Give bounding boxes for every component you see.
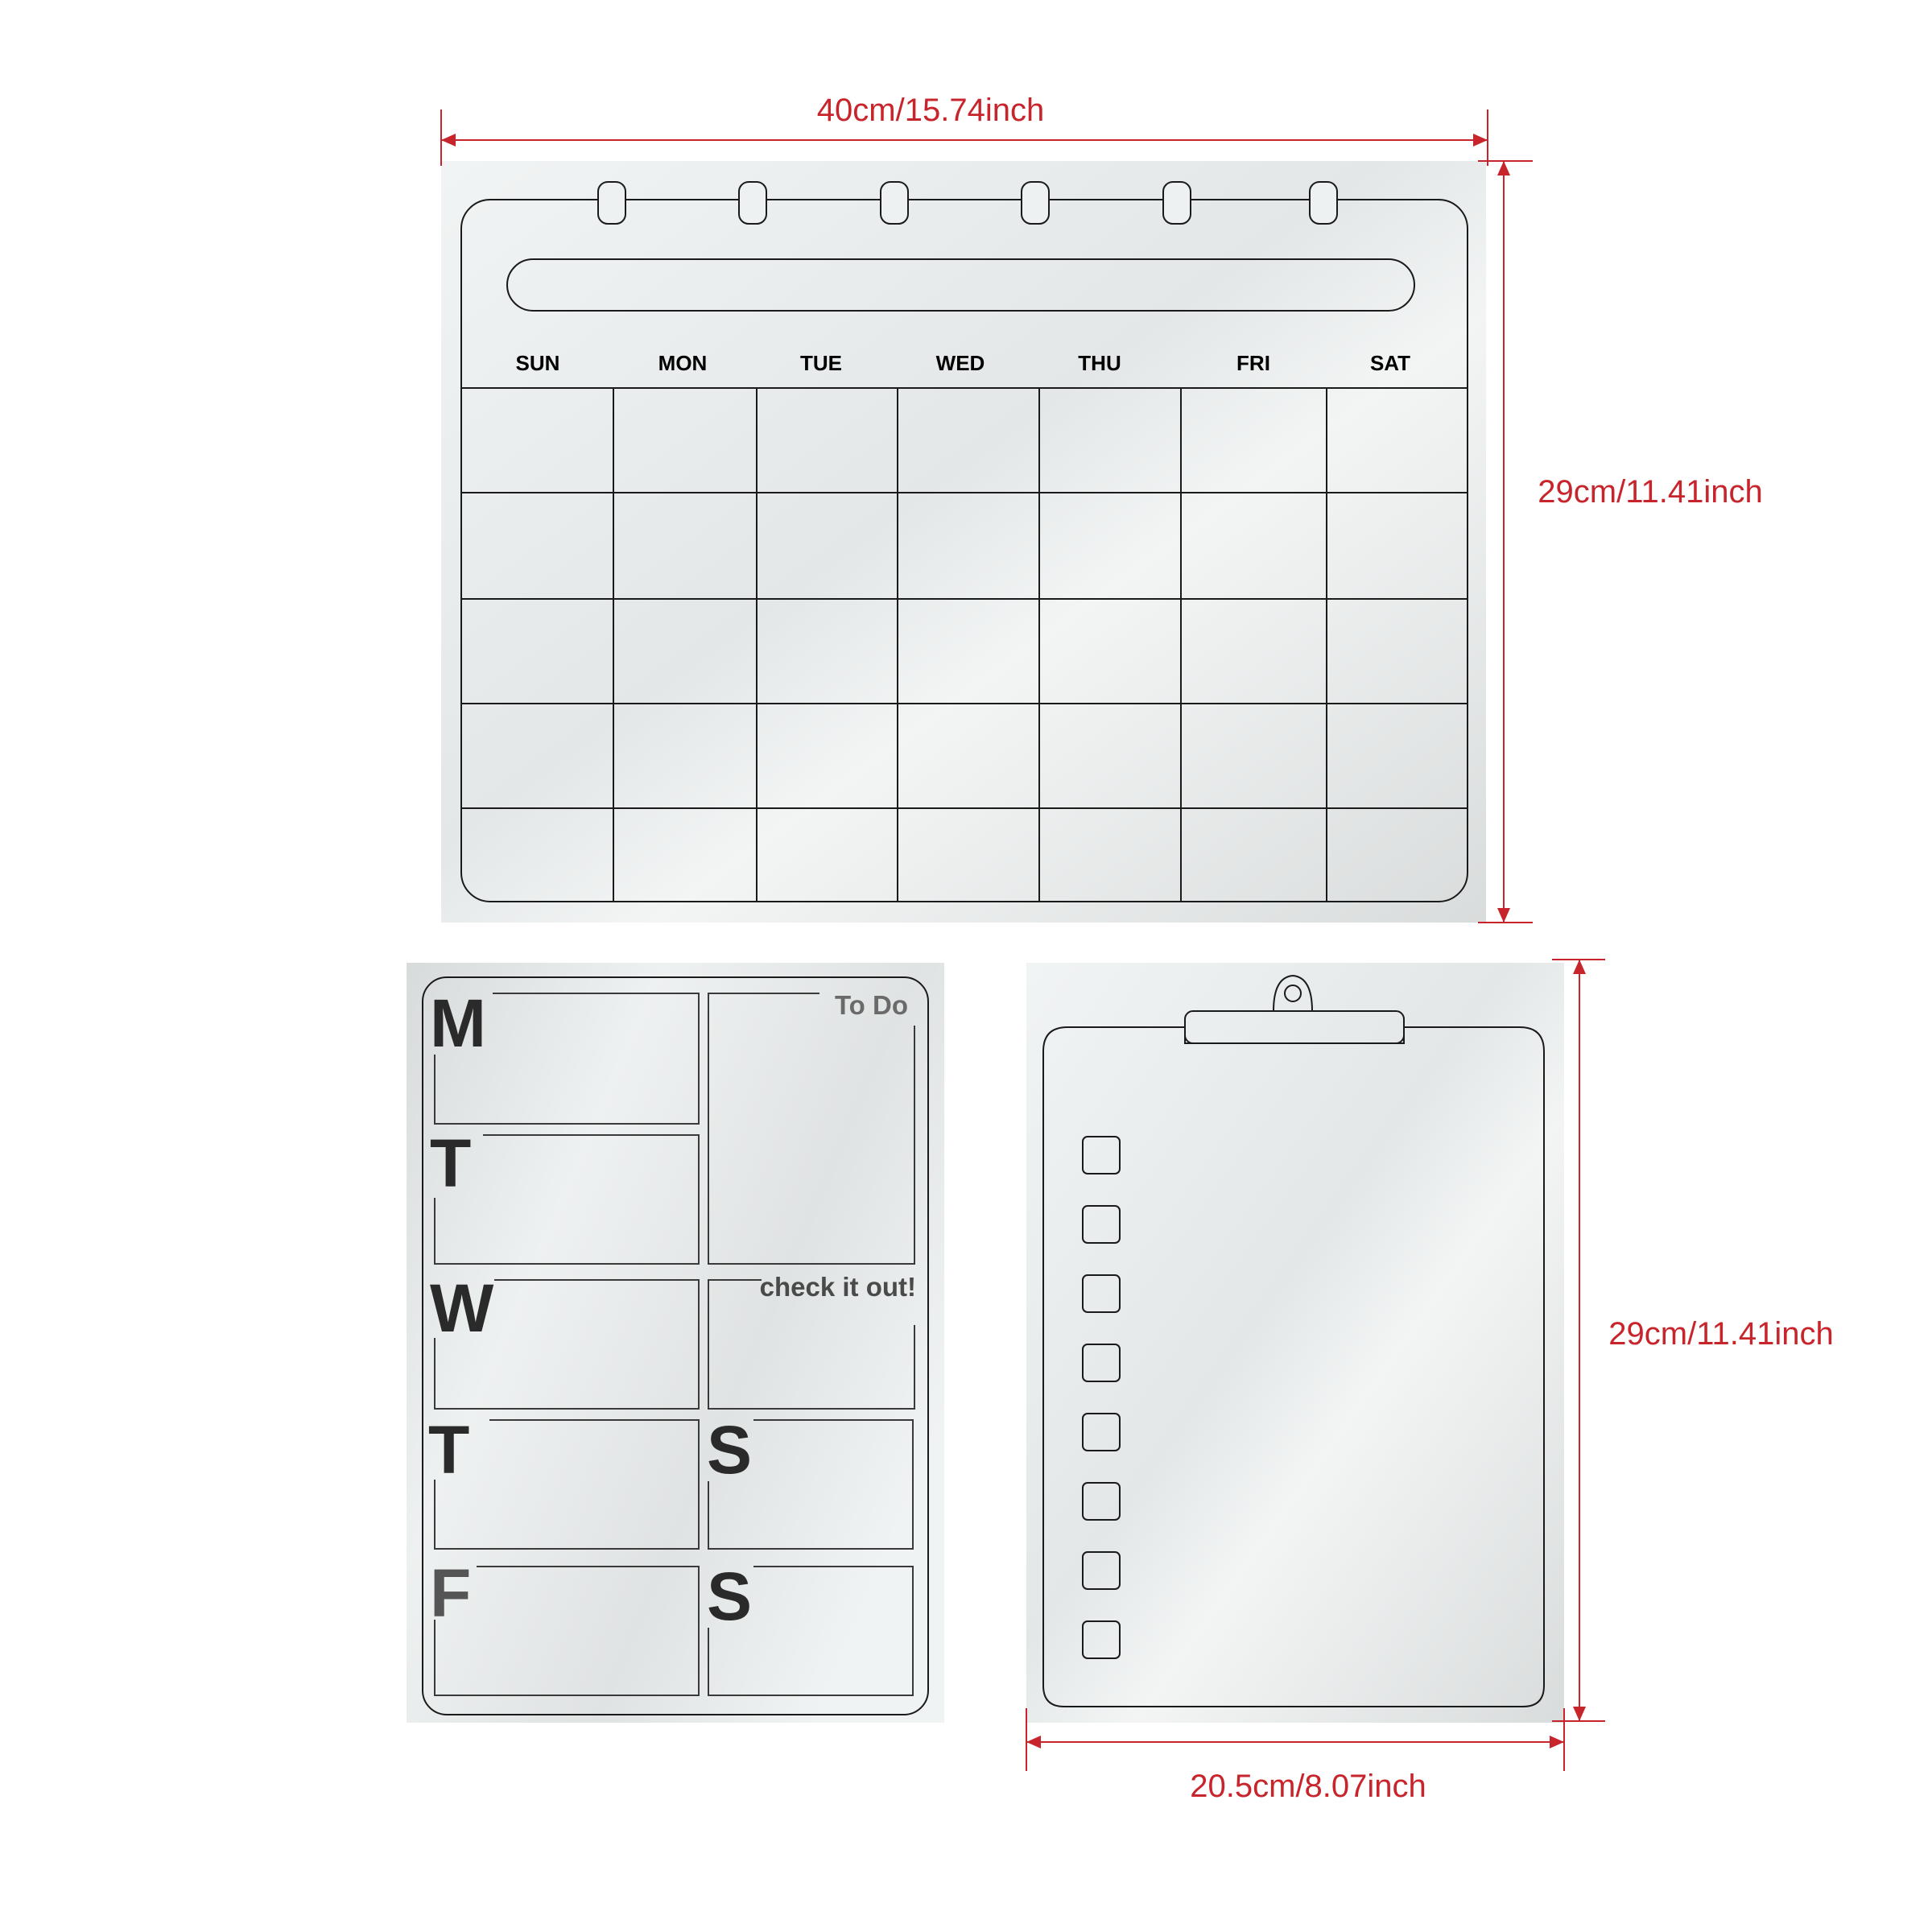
planner-letter-wednesday: W (430, 1270, 494, 1346)
binder-ring-1 (598, 182, 625, 224)
checklist-height-dimension (1552, 960, 1834, 1721)
planner-letter-sunday: S (707, 1558, 753, 1634)
calendar-width-label: 40cm/15.74inch (816, 93, 1045, 128)
checklist-width-label: 20.5cm/8.07inch (1190, 1769, 1426, 1804)
planner-letter-saturday: S (707, 1412, 753, 1488)
day-header-mon: MON (658, 351, 708, 375)
day-header-sun: SUN (515, 351, 560, 375)
calendar-width-dimension (441, 93, 1488, 166)
calendar-height-dimension (1478, 161, 1763, 923)
clipboard-checklist-board (1026, 963, 1564, 1723)
binder-ring-6 (1310, 182, 1337, 224)
binder-ring-5 (1163, 182, 1191, 224)
planner-letter-monday: M (430, 985, 486, 1061)
checklist-acrylic-panel (1026, 963, 1564, 1723)
planner-check-label: check it out! (759, 1272, 916, 1302)
planner-todo-label: To Do (834, 990, 908, 1020)
day-header-sat: SAT (1369, 351, 1411, 375)
binder-ring-2 (739, 182, 766, 224)
planner-letter-thursday: T (428, 1412, 470, 1488)
day-header-thu: THU (1078, 351, 1121, 375)
planner-letter-tuesday: T (430, 1125, 472, 1201)
weekly-planner-board (407, 963, 944, 1723)
binder-ring-4 (1022, 182, 1049, 224)
planner-letter-friday: F (430, 1555, 472, 1631)
day-header-wed: WED (935, 351, 985, 375)
day-header-tue: TUE (800, 351, 842, 375)
calendar-height-label: 29cm/11.41inch (1538, 474, 1763, 510)
checklist-height-label: 29cm/11.41inch (1608, 1316, 1834, 1352)
monthly-calendar-board (441, 161, 1486, 923)
day-header-fri: FRI (1236, 351, 1270, 375)
binder-ring-3 (881, 182, 908, 224)
